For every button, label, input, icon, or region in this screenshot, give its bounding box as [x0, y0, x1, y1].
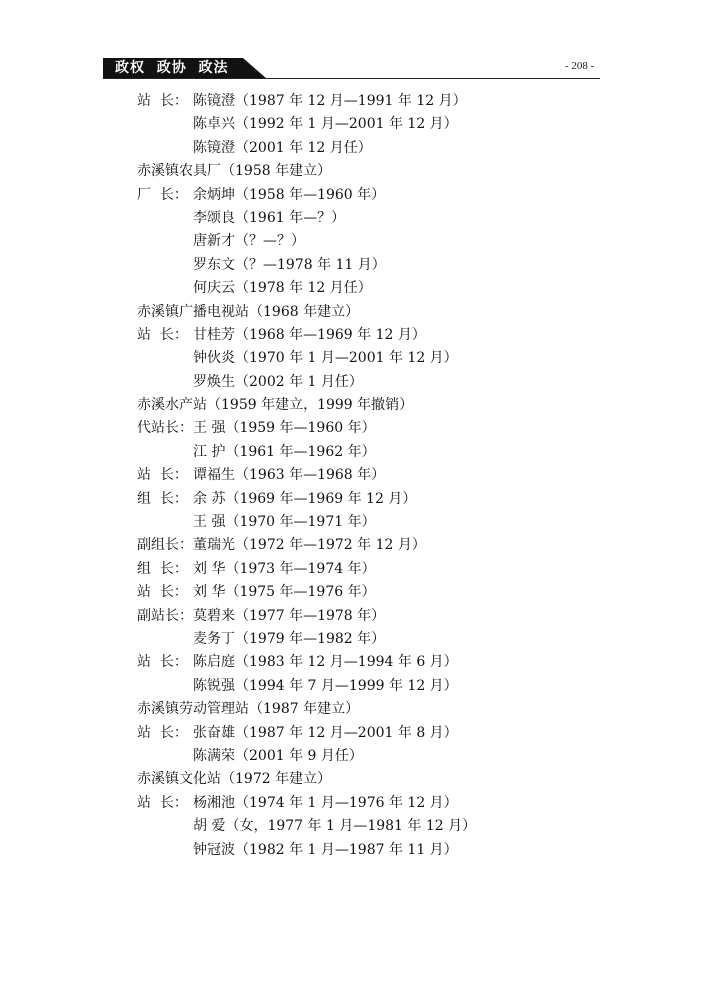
- person-tenure: 王 强（1970 年—1971 年）: [193, 514, 376, 531]
- role-label: 副站长：: [137, 607, 193, 624]
- personnel-entry: [137, 628, 607, 651]
- role-label: 站 长：: [137, 654, 188, 671]
- personnel-entry: [137, 90, 607, 113]
- role-label: 站 长：: [137, 584, 188, 601]
- organization-heading: [137, 301, 607, 324]
- personnel-entry: [137, 371, 607, 394]
- page-number: - 208 -: [565, 60, 595, 72]
- section-header-tab: [103, 58, 267, 79]
- person-tenure: 余 苏（1969 年—1969 年 12 月）: [193, 490, 417, 507]
- personnel-entry: [137, 675, 607, 698]
- role-label: 代站长：: [137, 420, 193, 437]
- personnel-entry: [137, 534, 607, 557]
- person-tenure: 罗焕生（2002 年 1 月任）: [193, 373, 363, 390]
- heading-text: 赤溪镇农具厂（1958 年建立）: [137, 163, 332, 180]
- page-body: [137, 90, 607, 862]
- person-tenure: 陈启庭（1983 年 12 月—1994 年 6 月）: [193, 654, 458, 671]
- personnel-entry: [137, 254, 607, 277]
- role-label: 站 长：: [137, 467, 188, 484]
- role-label: 站 长：: [137, 794, 188, 811]
- personnel-entry: [137, 488, 607, 511]
- heading-text: 赤溪镇广播电视站（1968 年建立）: [137, 303, 360, 320]
- personnel-entry: [137, 230, 607, 253]
- personnel-entry: [137, 184, 607, 207]
- personnel-entry: [137, 324, 607, 347]
- heading-text: 赤溪镇劳动管理站（1987 年建立）: [137, 701, 360, 718]
- organization-heading: [137, 160, 607, 183]
- personnel-entry: [137, 207, 607, 230]
- personnel-entry: [137, 511, 607, 534]
- personnel-entry: [137, 558, 607, 581]
- role-label: 厂 长：: [137, 186, 188, 203]
- personnel-entry: [137, 581, 607, 604]
- person-tenure: 刘 华（1973 年—1974 年）: [193, 560, 376, 577]
- person-tenure: 陈镜澄（2001 年 12 月任）: [193, 139, 372, 156]
- person-tenure: 陈镜澄（1987 年 12 月—1991 年 12 月）: [193, 93, 467, 109]
- person-tenure: 唐新才（？—？）: [193, 233, 305, 250]
- person-tenure: 胡 爱（女，1977 年 1 月—1981 年 12 月）: [193, 818, 477, 835]
- person-tenure: 江 护（1961 年—1962 年）: [193, 443, 376, 460]
- heading-text: 赤溪镇文化站（1972 年建立）: [137, 771, 332, 788]
- personnel-entry: [137, 113, 607, 136]
- organization-heading: [137, 394, 607, 417]
- personnel-entry: [137, 277, 607, 300]
- organization-heading: [137, 768, 607, 791]
- section-title: 政权 政协 政法: [115, 60, 229, 76]
- person-tenure: 何庆云（1978 年 12 月任）: [193, 280, 372, 297]
- person-tenure: 陈锐强（1994 年 7 月—1999 年 12 月）: [193, 677, 458, 694]
- personnel-entry: [137, 651, 607, 674]
- person-tenure: 刘 华（1975 年—1976 年）: [193, 584, 376, 601]
- role-label: 站 长：: [137, 326, 188, 343]
- person-tenure: 莫碧来（1977 年—1978 年）: [193, 607, 386, 624]
- personnel-entry: [137, 745, 607, 768]
- person-tenure: 甘桂芳（1968 年—1969 年 12 月）: [193, 326, 426, 343]
- person-tenure: 钟冠波（1982 年 1 月—1987 年 11 月）: [193, 841, 458, 858]
- person-tenure: 罗东文（？—1978 年 11 月）: [193, 256, 386, 273]
- organization-heading: [137, 698, 607, 721]
- person-tenure: 余炳坤（1958 年—1960 年）: [193, 186, 386, 203]
- personnel-entry: [137, 137, 607, 160]
- role-label: 站 长：: [137, 93, 188, 109]
- person-tenure: 王 强（1959 年—1960 年）: [193, 420, 376, 437]
- role-label: 副组长：: [137, 537, 193, 554]
- personnel-entry: [137, 722, 607, 745]
- personnel-entry: [137, 792, 607, 815]
- personnel-entry: [137, 464, 607, 487]
- person-tenure: 李颂良（1961 年—？）: [193, 209, 346, 226]
- person-tenure: 董瑞光（1972 年—1972 年 12 月）: [193, 537, 426, 554]
- person-tenure: 张奋雄（1987 年 12 月—2001 年 8 月）: [193, 724, 458, 741]
- header-rule: [103, 78, 600, 79]
- person-tenure: 钟伙炎（1970 年 1 月—2001 年 12 月）: [193, 350, 458, 367]
- person-tenure: 杨湘池（1974 年 1 月—1976 年 12 月）: [193, 794, 458, 811]
- personnel-entry: [137, 815, 607, 838]
- personnel-entry: [137, 441, 607, 464]
- personnel-entry: [137, 605, 607, 628]
- personnel-entry: [137, 347, 607, 370]
- personnel-entry: [137, 839, 607, 862]
- person-tenure: 陈满荣（2001 年 9 月任）: [193, 747, 363, 764]
- role-label: 组 长：: [137, 560, 188, 577]
- role-label: 站 长：: [137, 724, 188, 741]
- role-label: 组 长：: [137, 490, 188, 507]
- person-tenure: 谭福生（1963 年—1968 年）: [193, 467, 386, 484]
- person-tenure: 麦务丁（1979 年—1982 年）: [193, 630, 386, 647]
- heading-text: 赤溪水产站（1959 年建立，1999 年撤销）: [137, 397, 414, 414]
- person-tenure: 陈卓兴（1992 年 1 月—2001 年 12 月）: [193, 116, 458, 133]
- personnel-entry: [137, 417, 607, 440]
